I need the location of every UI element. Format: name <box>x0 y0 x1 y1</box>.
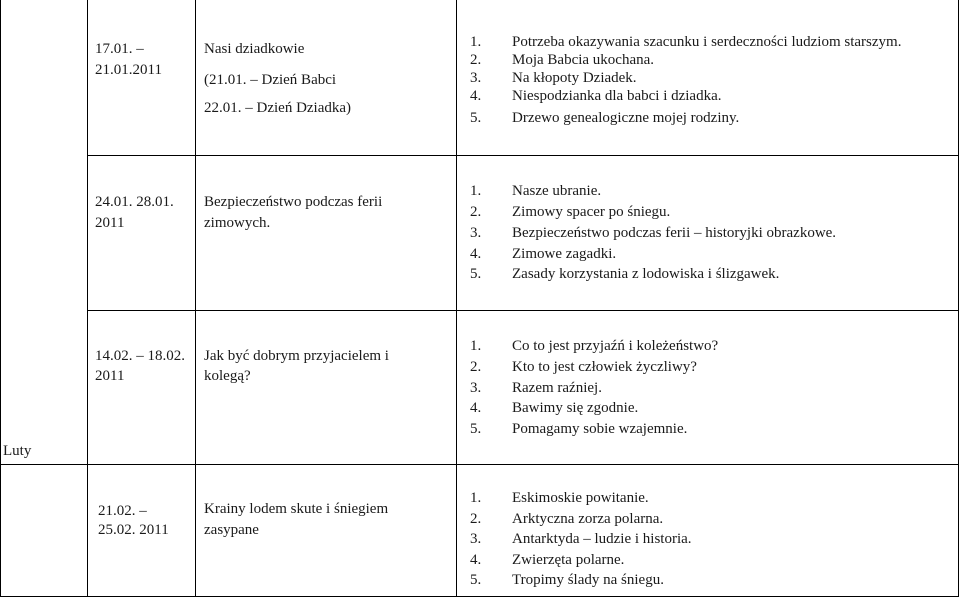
list-item: 2. Kto to jest człowiek życzliwy? <box>470 359 697 375</box>
row-date-line1: 14.02. – 18.02. <box>95 348 185 364</box>
row-divider-1 <box>87 155 959 156</box>
list-item: 1. Potrzeba okazywania szacunku i serdeczności ludziom starszym. <box>470 34 902 50</box>
list-item: 2. Zimowy spacer po śniegu. <box>470 204 671 220</box>
list-item: 3. Na kłopoty Dziadek. <box>470 70 637 86</box>
list-item: 1. Co to jest przyjaźń i koleżeństwo? <box>470 338 719 354</box>
column-divider-date <box>195 0 196 597</box>
row-topic-line1: Jak być dobrym przyjacielem i <box>204 348 389 364</box>
list-item: 5. Drzewo genealogiczne mojej rodziny. <box>470 110 740 126</box>
list-item: 2. Arktyczna zorza polarna. <box>470 511 664 527</box>
list-item: 5. Zasady korzystania z lodowiska i ślizgawek. <box>470 266 780 282</box>
table-border-right <box>958 0 959 597</box>
row-date-line2: 2011 <box>95 368 125 384</box>
row-date-line2: 21.01.2011 <box>95 62 162 78</box>
list-item: 5. Pomagamy sobie wzajemnie. <box>470 421 688 437</box>
row-topic-line3: 22.01. – Dzień Dziadka) <box>204 100 352 116</box>
row-topic-line2: (21.01. – Dzień Babci <box>204 72 337 88</box>
row-date-line1: 17.01. – <box>95 41 144 57</box>
month-label: Luty <box>3 443 32 459</box>
list-item: 3. Antarktyda – ludzie i historia. <box>470 531 692 547</box>
column-divider-topic <box>456 0 457 597</box>
list-item: 3. Bezpieczeństwo podczas ferii – historyjki obrazkowe. <box>470 225 837 241</box>
list-item: 4. Zimowe zagadki. <box>470 246 617 262</box>
list-item: 1. Eskimoskie powitanie. <box>470 490 649 506</box>
row-topic-line2: zasypane <box>204 522 259 538</box>
list-item: 5. Tropimy ślady na śniegu. <box>470 572 664 588</box>
list-item: 1. Nasze ubranie. <box>470 183 602 199</box>
table-border-left <box>0 0 1 597</box>
list-item: 3. Razem raźniej. <box>470 380 602 396</box>
row-date-line1: 24.01. 28.01. <box>95 194 174 210</box>
row-divider-2 <box>87 310 959 311</box>
list-item: 4. Niespodzianka dla babci i dziadka. <box>470 88 722 104</box>
row-divider-month <box>0 464 959 465</box>
row-date-line1: 21.02. – <box>98 503 147 519</box>
list-item: 4. Bawimy się zgodnie. <box>470 400 639 416</box>
row-topic-line2: zimowych. <box>204 215 271 231</box>
list-item: 2. Moja Babcia ukochana. <box>470 52 655 68</box>
row-topic-line2: kolegą? <box>204 368 251 384</box>
row-topic-line1: Nasi dziadkowie <box>204 41 305 57</box>
row-date-line2: 2011 <box>95 215 125 231</box>
row-topic-line1: Krainy lodem skute i śniegiem <box>204 501 389 517</box>
list-item: 4. Zwierzęta polarne. <box>470 552 625 568</box>
row-topic-line1: Bezpieczeństwo podczas ferii <box>204 194 383 210</box>
column-divider-month <box>87 0 88 597</box>
row-date-line2: 25.02. 2011 <box>98 522 169 538</box>
